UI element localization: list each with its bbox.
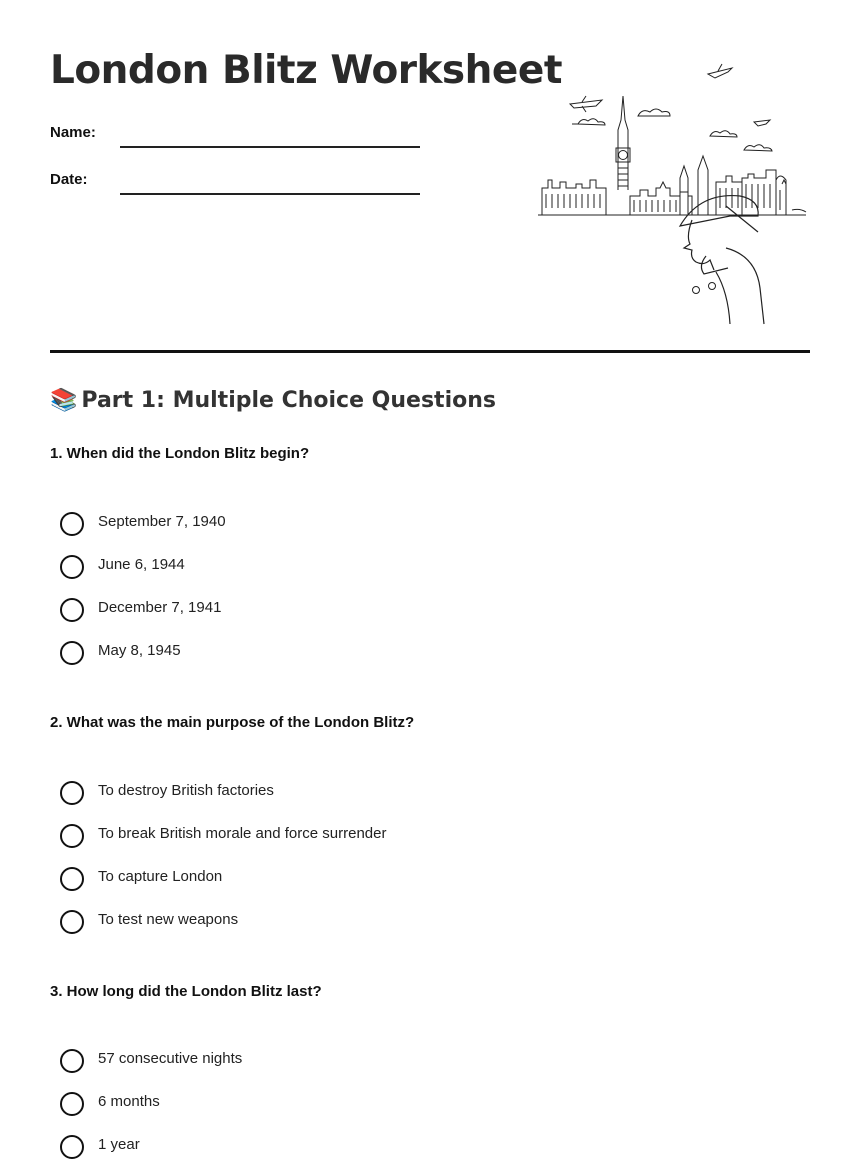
radio-circle-icon[interactable] — [60, 641, 84, 665]
option-label: 6 months — [98, 1093, 160, 1110]
radio-circle-icon[interactable] — [60, 1049, 84, 1073]
option-q1-a[interactable] — [60, 512, 660, 538]
radio-circle-icon[interactable] — [60, 867, 84, 891]
books-icon: 📚 — [50, 388, 78, 413]
option-q3-b[interactable] — [60, 1092, 660, 1118]
date-label: Date: — [50, 171, 88, 188]
radio-circle-icon[interactable] — [60, 824, 84, 848]
option-label: To capture London — [98, 868, 223, 885]
option-q2-a[interactable] — [60, 781, 660, 807]
option-q3-c[interactable] — [60, 1135, 660, 1161]
radio-circle-icon[interactable] — [60, 1135, 84, 1159]
option-label: September 7, 1940 — [98, 513, 226, 530]
option-label: 1 year — [98, 1136, 140, 1153]
option-q1-b[interactable] — [60, 555, 660, 581]
option-label: December 7, 1941 — [98, 599, 222, 616]
section-divider — [50, 350, 810, 353]
radio-circle-icon[interactable] — [60, 910, 84, 934]
name-label: Name: — [50, 124, 96, 141]
date-line[interactable] — [120, 193, 420, 195]
part1-title-text: Part 1: Multiple Choice Questions — [81, 388, 496, 413]
question-1: 1. When did the London Blitz begin? — [50, 445, 310, 462]
option-label: 57 consecutive nights — [98, 1050, 243, 1067]
radio-circle-icon[interactable] — [60, 555, 84, 579]
option-label: To destroy British factories — [98, 782, 274, 799]
option-label: To test new weapons — [98, 911, 239, 928]
radio-circle-icon[interactable] — [60, 1092, 84, 1116]
name-field[interactable] — [50, 118, 430, 148]
date-field[interactable] — [50, 165, 430, 195]
radio-circle-icon[interactable] — [60, 598, 84, 622]
name-line[interactable] — [120, 146, 420, 148]
option-label: May 8, 1945 — [98, 642, 181, 659]
option-q2-b[interactable] — [60, 824, 660, 850]
part1-title — [50, 388, 496, 413]
question-2: 2. What was the main purpose of the London Blitz? — [50, 714, 415, 731]
option-q2-d[interactable] — [60, 910, 660, 936]
question-3: 3. How long did the London Blitz last? — [50, 983, 322, 1000]
option-q1-d[interactable] — [60, 641, 660, 667]
option-q3-a[interactable] — [60, 1049, 660, 1075]
option-q1-c[interactable] — [60, 598, 660, 624]
radio-circle-icon[interactable] — [60, 781, 84, 805]
option-label: To break British morale and force surrender — [98, 825, 387, 842]
london-skyline-soldier-icon — [530, 60, 815, 330]
radio-circle-icon[interactable] — [60, 512, 84, 536]
page-title: London Blitz Worksheet — [50, 48, 562, 93]
option-label: June 6, 1944 — [98, 556, 185, 573]
option-q2-c[interactable] — [60, 867, 660, 893]
